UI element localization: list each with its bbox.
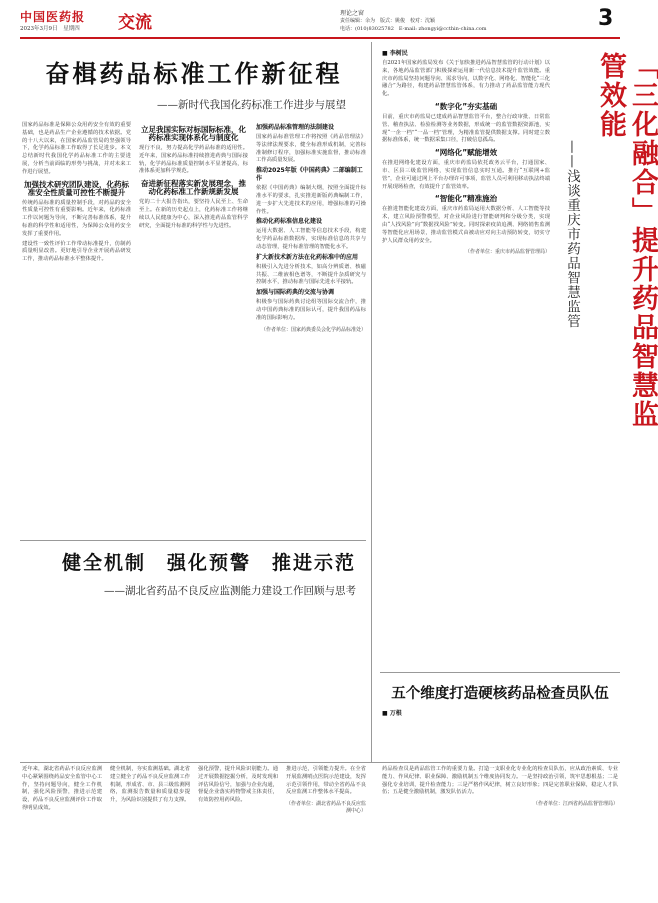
- issue-date: 2023年3月9日: [20, 26, 58, 32]
- article-main: [22, 54, 366, 112]
- article-side-subtitle: ——浅谈重庆市药品智慧监管: [564, 140, 580, 329]
- article-adr-title: 健全机制 强化预警 推进示范: [62, 552, 357, 574]
- section-heading: 推动2025年版《中国药典》二部编制工作: [256, 167, 363, 183]
- contact-line: 电话：(010)83025782 E-mail: zhongyi@ccthin-china.com: [340, 26, 487, 32]
- article-main-col3: [256, 122, 366, 532]
- paragraph: 积极引入先进分析技术，如高分辨质谱、核磁共振、二维液相色谱等，不断提升杂质研究与控制水平，推动标准与国际先进水平接轨。: [256, 263, 366, 286]
- article-side-body: [382, 60, 550, 666]
- column-divider: [371, 42, 372, 762]
- section-heading: 推动化药标准信息化建设: [256, 218, 323, 226]
- article-main-title: 奋楫药品标准工作新征程: [45, 59, 343, 88]
- editor-line: 责任编辑：余为 版式：姚俊 校对：沈颖: [340, 18, 436, 24]
- issue-weekday: 星期四: [63, 26, 80, 32]
- paragraph: 传统药品标准的质量控制手段，对药品的安全性质量可控性有重要影响。近年来，化药标准工作以问题为导向，不断完善标准体系，提升标准的科学性和适用性，为保障公众用药安全发挥了重要作用。: [22, 199, 131, 237]
- article-inspector: [382, 708, 618, 760]
- lower-section-rule: [20, 762, 620, 763]
- paragraph: 运用大数据、人工智能等信息技术手段，构建化学药品标准数据库，实现标准信息的共享与动态管理，提升标准管理的智能化水平。: [256, 228, 366, 250]
- paragraph: 目前，重庆市药监局已建成药品智慧监管平台，整合行政审批、日常监管、稽查执法、检验检测等业务数据，形成统一的监管数据资源池，实现“一企一档”“一品一档”管理，为精准监管提供数据支撑。同时建立数据标准体系，统一数据采集口径，打破信息孤岛。: [382, 113, 550, 144]
- masthead: [20, 8, 620, 36]
- paragraph: 在推进网络化建设方面，重庆市药监局依托政务云平台，打通国家、市、区县三级监管网络，实现监管信息实时互通。推行“互联网+监管”，企业可通过网上平台办理许可事项，监管人员可利用移动执法终端开展现场检查，有效提升了监管效率。: [382, 160, 550, 190]
- section-heading: 奋进新征程落实新发展理念，推动化药标准工作新规新发展: [141, 179, 246, 197]
- section-heading: “数字化”夯实基础: [434, 101, 498, 111]
- paragraph: 党的二十大报告指出，要坚持人民至上、生命至上。在新的历史起点上，化药标准工作将继续以人民健康为中心，深入推进药品监管科学研究，全面提升标准的科学性与先进性。: [139, 199, 248, 229]
- paragraph: 近年来，湖北省药品不良反应监测中心紧紧围绕药品安全监管中心工作，坚持问题导向，健全工作机制，强化风险预警，推进示范建设，药品不良反应监测评价工作取得明显成效。: [22, 766, 102, 811]
- section-heading: 加强药品标准管理的法制建设: [256, 124, 335, 131]
- section-heading: 立足我国实际对标国际标准，化药标准实现体系化与制度化: [141, 125, 246, 142]
- masthead-date-line: [20, 24, 80, 32]
- byline: （作者单位：重庆市药品监督管理局）: [464, 249, 550, 256]
- article-adr-col4: [286, 766, 366, 894]
- article-adr-subtitle: ——湖北省药品不良反应监测能力建设工作回顾与思考: [104, 585, 356, 597]
- byline: （作者单位：湖北省药品不良反应监测中心）: [286, 801, 367, 815]
- article-inspector-title: 五个维度打造硬核药品检查员队伍: [391, 685, 609, 702]
- article-adr-body: [22, 766, 366, 894]
- page-number: 3: [598, 6, 614, 31]
- article-side-title: 「三化融合」提升药品智慧监管效能: [595, 52, 658, 429]
- article-inspector-rule: [380, 672, 620, 673]
- paragraph: 依据《中国药典》编制大纲，按照全面提升标准水平的要求，扎实推进新版药典编制工作，进一步扩大先进技术的应用，增强标准的可操作性。: [256, 185, 366, 215]
- section-heading: 扩大新技术新方法在化药标准中的应用: [256, 253, 359, 261]
- article-main-col1: [22, 122, 131, 532]
- masthead-rule: [20, 37, 620, 39]
- paragraph: 国家药品标准是保障公众用药安全有效的重要基础，也是药品生产企业遵循的技术依据。党的十八大以来，在国家药品监管局的坚强领导下，化学药品标准工作取得了长足进步。本文总结新时代我国化学药品标准工作的主要进展，分析当前面临的形势与挑战，并对未来工作进行展望。: [22, 122, 131, 175]
- section-heading: 加强技术研究团队建设，化药标准安全性质量可控性不断提升: [24, 179, 129, 197]
- article-adr-header: [22, 548, 366, 598]
- paragraph: 现行不良，努力提高化学药品标准的适用性。近年来，国家药品标准持续推进药典与国际接轨，化学药品标准质量控制水平显著提高，标准体系更加科学规范。: [139, 145, 248, 175]
- article-inspector-kicker: ■ 万根: [382, 710, 402, 717]
- paragraph: 推进示范，引领能力提升。在全省开展监测哨点医院示范建设，发挥示范引领作用，带动全省药品不良反应监测工作整体水平提高。: [286, 766, 366, 796]
- paragraph: 国家药品标准管理工作将按照《药品管理法》等法律法规要求，健全标准形成机制，完善标准制修订程序，加强标准实施监督，推动标准工作高质量发展。: [256, 134, 366, 164]
- paragraph: 自2021年国家药监局发布《关于加快推进药品智慧监管的行动计划》以来，各地药品监管部门积极探索运用新一代信息技术提升监管效能。重庆市药监局坚持问题导向、需求导向，以数字化、网络化、智能化“三化融合”为路径，构建药品智慧监管体系，有力推动了药品监管能力现代化。: [382, 60, 550, 98]
- article-main-subtitle: ——新时代我国化药标准工作进步与展望: [157, 99, 346, 111]
- paragraph: 积极参与国际药典讨论组等国际交流合作，推动中国药典标准的国际认可，提升我国药品标准的国际影响力。: [256, 299, 366, 321]
- paragraph: 在推进智能化建设方面，重庆市药监局运用大数据分析、人工智能等技术，建立风险预警模型，对企业风险进行智能研判和分级分类，实现由“人找风险”向“数据找风险”转变。同时探索疫苗追溯、网络销售监测等智能化应用场景，推动监管模式由被动应对向主动预防转变，切实守护人民群众用药安全。: [382, 206, 550, 244]
- paragraph: 强化预警，提升风险识别能力。通过开展数据挖掘分析，及时发现和评估风险信号，加强与企业沟通，督促企业落实药物警戒主体责任，有效防控用药风险。: [198, 766, 278, 804]
- paragraph: 建设性一致性评价工作带动标准提升，仿制药质量明显改善。更好地引导企业开展药品研发工作，推动药品标准水平整体提升。: [22, 240, 131, 263]
- article-main-col2: [139, 122, 248, 532]
- section-title: 交流: [118, 13, 152, 33]
- page-label: 理论之窗: [340, 10, 365, 17]
- section-heading: “智能化”精准施治: [434, 194, 498, 204]
- article-side-kicker: ■ 李树民: [382, 50, 408, 57]
- paragraph: 健全机制，夯实监测基础。湖北省建立健全了药品不良反应监测工作机制，形成省、市、县三级监测网络，监测报告数量和质量稳步提升，为风险识别提供了有力支撑。: [110, 766, 190, 804]
- byline: （作者单位：国家药典委员会化学药品标准处）: [260, 326, 366, 333]
- section-heading: 加强与国际药典的交流与协调: [256, 289, 335, 297]
- article-main-body: [22, 122, 366, 532]
- newspaper-logo: 中国医药报: [20, 10, 86, 24]
- article-inspector-body: [382, 766, 618, 894]
- article-adr-rule: [20, 540, 366, 541]
- byline: （作者单位：江西省药品监督管理局）: [532, 801, 618, 808]
- paragraph: 药品检查员是药品监管工作的重要力量。打造一支职业化专业化的检查员队伍，应从政治素质、专业能力、作风纪律、职业保障、激励机制五个维度协同发力。一是坚持政治引领，筑牢思想根基；二是强化专业培训，提升检查能力；三是严格作风纪律，树立良好形象；四是完善职业保障，稳定人才队伍；五是健全激励机制，激发队伍活力。: [382, 766, 618, 796]
- section-heading: “网络化”赋能增效: [434, 148, 498, 158]
